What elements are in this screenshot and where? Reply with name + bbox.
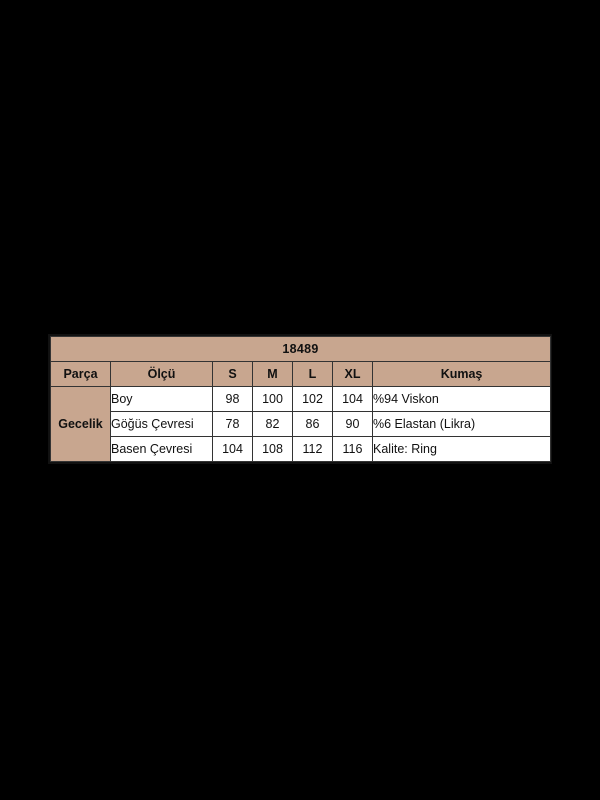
measure-value-s: 78 bbox=[213, 412, 253, 437]
measure-name: Boy bbox=[111, 387, 213, 412]
measure-value-l: 112 bbox=[293, 437, 333, 462]
table-row bbox=[51, 437, 551, 462]
size-table bbox=[50, 336, 551, 462]
measure-name: Basen Çevresi bbox=[111, 437, 213, 462]
measure-value-xl: 104 bbox=[333, 387, 373, 412]
table-row bbox=[51, 387, 551, 412]
measure-value-l: 86 bbox=[293, 412, 333, 437]
fabric-line: %94 Viskon bbox=[373, 387, 551, 412]
header-size-xl: XL bbox=[333, 362, 373, 387]
header-size-l: L bbox=[293, 362, 333, 387]
fabric-line: %6 Elastan (Likra) bbox=[373, 412, 551, 437]
size-chart bbox=[48, 334, 552, 464]
header-measure: Ölçü bbox=[111, 362, 213, 387]
header-fabric: Kumaş bbox=[373, 362, 551, 387]
header-size-m: M bbox=[253, 362, 293, 387]
measure-value-s: 98 bbox=[213, 387, 253, 412]
table-row bbox=[51, 412, 551, 437]
measure-value-xl: 116 bbox=[333, 437, 373, 462]
measure-value-s: 104 bbox=[213, 437, 253, 462]
header-part: Parça bbox=[51, 362, 111, 387]
table-title-row bbox=[51, 337, 551, 362]
measure-value-m: 100 bbox=[253, 387, 293, 412]
measure-value-m: 82 bbox=[253, 412, 293, 437]
measure-value-l: 102 bbox=[293, 387, 333, 412]
measure-value-m: 108 bbox=[253, 437, 293, 462]
measure-value-xl: 90 bbox=[333, 412, 373, 437]
measure-name: Göğüs Çevresi bbox=[111, 412, 213, 437]
part-name: Gecelik bbox=[51, 387, 111, 462]
product-code: 18489 bbox=[51, 337, 551, 362]
table-header-row bbox=[51, 362, 551, 387]
fabric-line: Kalite: Ring bbox=[373, 437, 551, 462]
header-size-s: S bbox=[213, 362, 253, 387]
